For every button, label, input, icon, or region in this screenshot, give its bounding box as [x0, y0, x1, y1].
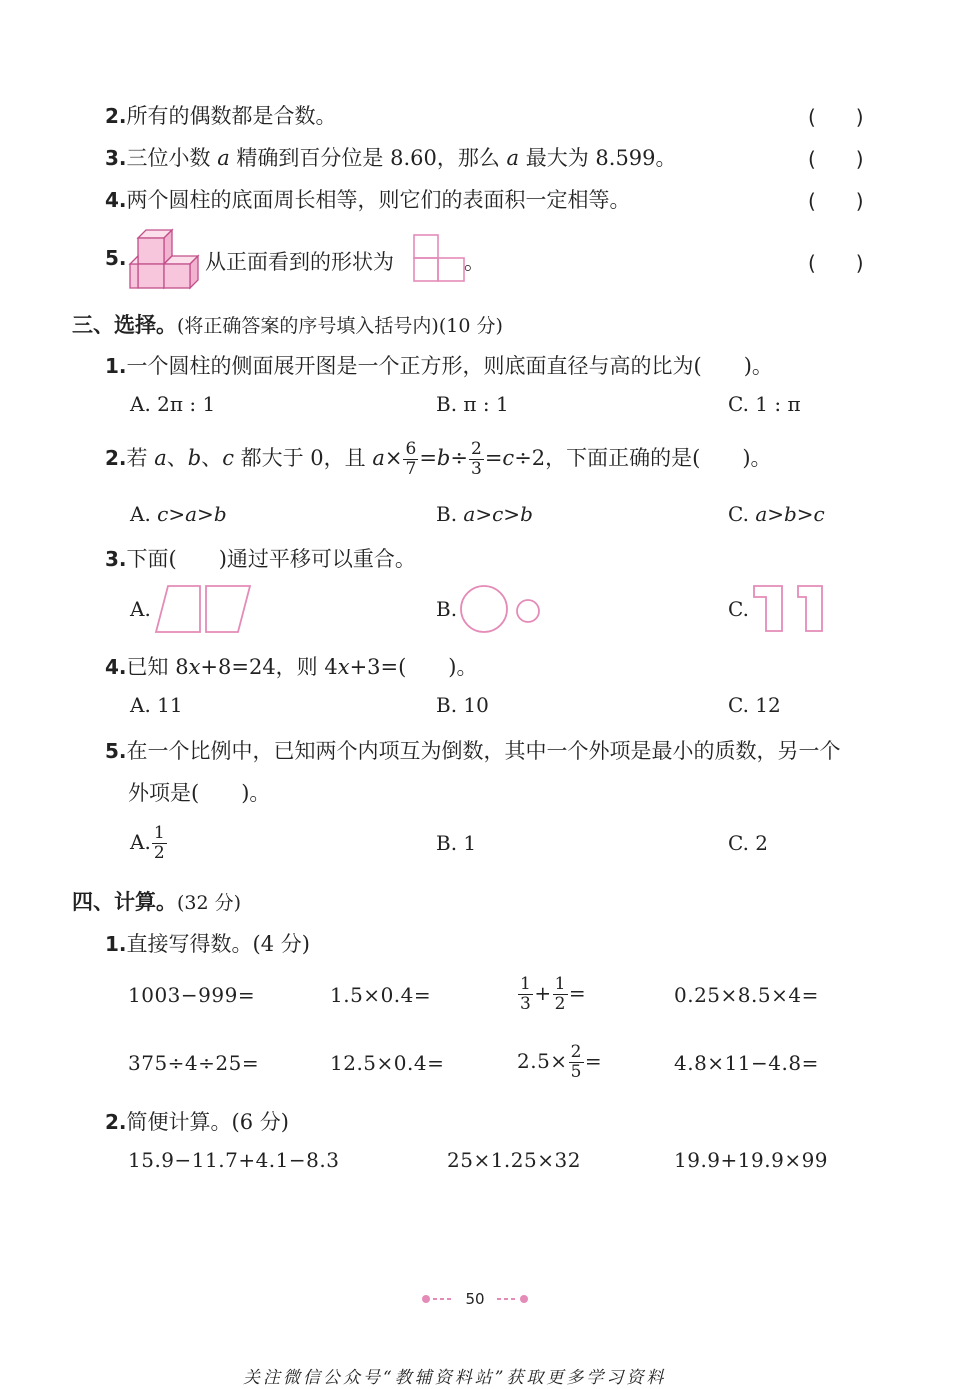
- option-b[interactable]: [436, 502, 533, 526]
- numerator: 1: [554, 974, 566, 994]
- fraction: [152, 824, 167, 863]
- question-text: 若: [126, 446, 155, 470]
- footer-promo-text: 关注微信公众号“教辅资料站”获取更多学习资料: [243, 1368, 667, 1388]
- choice-question-4: [105, 651, 478, 681]
- question-text: 一个圆柱的侧面展开图是一个正方形，则底面直径与高的比为( )。: [126, 354, 773, 378]
- option-label: C.: [728, 502, 756, 526]
- question-text: 从正面看到的形状为: [205, 250, 394, 274]
- hook-shapes-figure: [752, 583, 824, 635]
- judge-question-5-number: [105, 246, 127, 270]
- question-text: 在一个比例中，已知两个内项互为倒数，其中一个外项是最小的质数，另一个: [126, 739, 841, 763]
- variable: b: [187, 446, 202, 470]
- answer-paren-j4[interactable]: ( ): [808, 189, 864, 213]
- section-4-heading: [72, 886, 241, 916]
- choice-question-2: [105, 436, 772, 480]
- option-c[interactable]: [728, 502, 825, 526]
- option-c[interactable]: C. 2: [728, 831, 769, 855]
- variable-a: a: [217, 146, 230, 170]
- option-label: A.: [130, 502, 158, 526]
- section-title: 三、选择。: [72, 313, 177, 337]
- variable: c: [222, 446, 234, 470]
- option-c[interactable]: C. 1 : π: [728, 392, 801, 416]
- equals-sign: =: [584, 1049, 603, 1073]
- variable: b: [436, 446, 451, 470]
- numerator: 2: [570, 1042, 582, 1062]
- denominator: 2: [153, 843, 165, 863]
- section-note: (将正确答案的序号填入括号内)(10 分): [177, 315, 503, 337]
- parallelogram-figure: [154, 583, 254, 635]
- option-a[interactable]: [130, 818, 168, 866]
- variable: a: [372, 446, 385, 470]
- simplify-expression: 25×1.25×32: [447, 1148, 581, 1172]
- denominator: 7: [405, 459, 417, 479]
- numerator: 1: [520, 974, 532, 994]
- calc-question-2: [105, 1106, 289, 1136]
- question-number: 5.: [105, 246, 127, 270]
- question-number: 3.: [105, 146, 127, 170]
- choice-question-5: [105, 735, 841, 765]
- option-label: A.: [130, 830, 151, 854]
- question-number: 3.: [105, 547, 127, 571]
- question-text: 已知 8: [126, 655, 189, 679]
- section-3-heading: [72, 309, 503, 339]
- calc-item: 0.25×8.5×4=: [674, 983, 819, 1007]
- option-c[interactable]: C.: [728, 597, 749, 621]
- option-a[interactable]: A.: [130, 597, 151, 621]
- variable-x: x: [337, 655, 350, 679]
- question-text: 直接写得数。(4 分): [126, 932, 310, 956]
- question-text: 所有的偶数都是合数。: [126, 104, 337, 128]
- calc-item: 12.5×0.4=: [330, 1051, 445, 1075]
- option-expression: c>a>b: [157, 502, 227, 526]
- question-text: 、: [201, 446, 223, 470]
- fraction: [518, 975, 533, 1014]
- question-text: =: [419, 446, 437, 470]
- section-score: (32 分): [177, 892, 242, 914]
- question-number: 2.: [105, 1110, 127, 1134]
- calc-item: 1.5×0.4=: [330, 983, 432, 1007]
- choice-question-5-line2: 外项是( )。: [128, 781, 271, 805]
- question-text: ÷2，下面正确的是( )。: [514, 446, 772, 470]
- calc-item: 375÷4÷25=: [128, 1051, 260, 1075]
- choice-question-1: [105, 350, 773, 380]
- option-a[interactable]: A. 2π : 1: [130, 392, 216, 416]
- question-number: 2.: [105, 104, 127, 128]
- denominator: 2: [554, 994, 566, 1014]
- question-number: 4.: [105, 188, 127, 212]
- question-text: 两个圆柱的底面周长相等，则它们的表面积一定相等。: [126, 188, 631, 212]
- judge-question-4: [105, 184, 631, 214]
- fraction: [569, 1043, 584, 1082]
- question-text: 都大于 0，且: [233, 446, 373, 470]
- numerator: 6: [405, 439, 417, 459]
- question-number: 2.: [105, 446, 127, 470]
- fraction: [553, 975, 568, 1014]
- calc-item-fraction-sum: [517, 969, 586, 1017]
- option-a[interactable]: A. 11: [130, 693, 183, 717]
- answer-paren-j5[interactable]: ( ): [808, 251, 864, 275]
- calc-item-fraction-product: [517, 1037, 602, 1085]
- operator: +: [534, 981, 552, 1005]
- answer-paren-j3[interactable]: ( ): [808, 147, 864, 171]
- numerator: 1: [153, 823, 165, 843]
- denominator: 3: [520, 994, 532, 1014]
- variable-a: a: [506, 146, 520, 170]
- option-b[interactable]: B. 1: [436, 831, 477, 855]
- question-number: 4.: [105, 655, 127, 679]
- calc-item: 4.8×11−4.8=: [674, 1051, 819, 1075]
- option-b[interactable]: B. 10: [436, 693, 489, 717]
- option-a[interactable]: [130, 502, 227, 526]
- section-title: 四、计算。: [72, 890, 177, 914]
- question-text: +8=24，则 4: [200, 655, 338, 679]
- option-c[interactable]: C. 12: [728, 693, 781, 717]
- question-text: +3=( )。: [349, 655, 478, 679]
- question-text: 、: [166, 446, 188, 470]
- calc-question-1: [105, 928, 310, 958]
- question-text: 下面( )通过平移可以重合。: [126, 547, 416, 571]
- question-text: 三位小数: [126, 146, 218, 170]
- variable: c: [502, 446, 515, 470]
- judge-question-5-text: [205, 246, 394, 276]
- fraction: [469, 440, 484, 479]
- answer-paren-j2[interactable]: ( ): [808, 105, 864, 129]
- question-number: 1.: [105, 354, 127, 378]
- question-number: 1.: [105, 932, 127, 956]
- question-text: 精确到百分位是 8.60，那么: [229, 146, 507, 170]
- option-b[interactable]: B.: [436, 597, 458, 621]
- question-number: 5.: [105, 739, 127, 763]
- question-text: 简便计算。(6 分): [126, 1110, 289, 1134]
- simplify-expression: 15.9−11.7+4.1−8.3: [128, 1148, 340, 1172]
- judge-question-3: [105, 142, 677, 172]
- variable: a: [154, 446, 167, 470]
- numerator: 2: [470, 439, 482, 459]
- calc-item: 1003−999=: [128, 983, 256, 1007]
- cubes-figure: [126, 224, 202, 290]
- equals-sign: =: [568, 981, 587, 1005]
- fraction: [403, 440, 418, 479]
- option-label: B.: [436, 502, 464, 526]
- page-number: 50: [465, 1290, 485, 1308]
- simplify-expression: 19.9+19.9×99: [674, 1148, 829, 1172]
- option-expression: a>c>b: [463, 502, 533, 526]
- judge-question-2: [105, 100, 337, 130]
- question-text: =: [484, 446, 503, 470]
- denominator: 3: [470, 459, 482, 479]
- page-number-badge: [420, 1288, 530, 1310]
- question-text: ÷: [450, 446, 468, 470]
- option-expression: a>b>c: [755, 502, 825, 526]
- circles-figure: [458, 583, 544, 635]
- option-b[interactable]: B. π : 1: [436, 392, 509, 416]
- question-text: 最大为 8.599。: [519, 146, 677, 170]
- denominator: 5: [570, 1062, 582, 1082]
- question-text: ×: [384, 446, 403, 470]
- judge-question-5-end: 。: [464, 250, 485, 274]
- variable-x: x: [188, 655, 201, 679]
- expression: 2.5×: [517, 1049, 568, 1073]
- choice-question-3: [105, 543, 416, 573]
- front-view-figure: [412, 233, 468, 283]
